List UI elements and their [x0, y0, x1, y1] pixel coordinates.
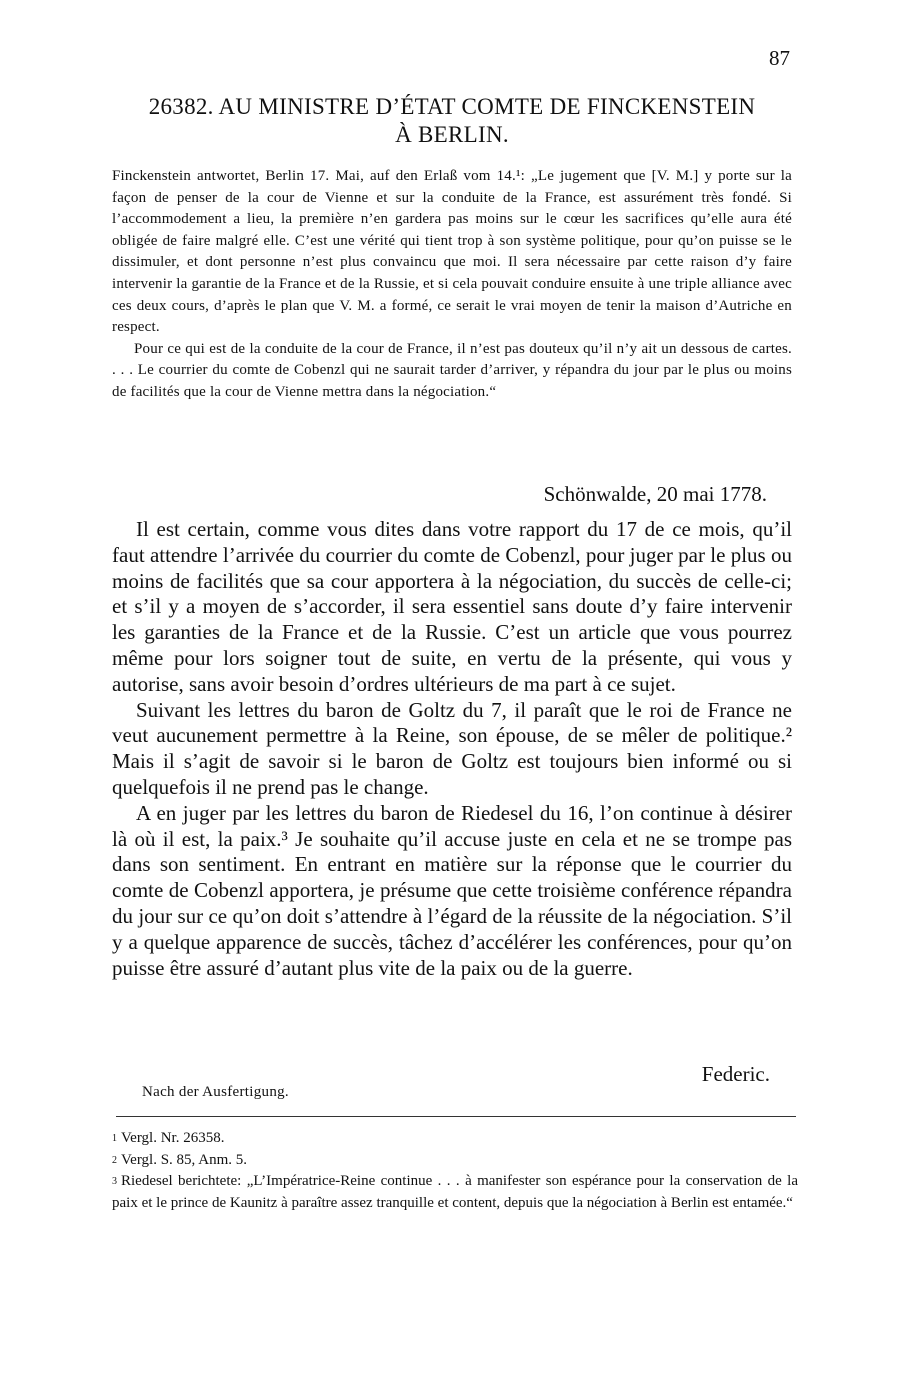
heading-line-1: 26382. AU MINISTRE D’ÉTAT COMTE DE FINCKENSTEIN [148, 94, 756, 119]
letter-paragraph: A en juger par les lettres du baron de Riedesel du 16, l’on continue à désirer là où il est, la paix.³ Je souhaite qu’il accuse juste en cela et ne se trompe pas dans son sentiment. En entrant en matière sur la réponse que le courrier du comte de Cobenzl apportera, je présume que cette troisième conférence répandra du jour sur ce qu’on doit s’attendre à l’égard de la réussite de la négociation. S’il y a quelque apparence de succès, tâchez d’accélérer les conférences, pour qu’on puisse être assuré d’autant plus vite de la paix ou de la guerre. [112, 800, 792, 980]
footnote-text: Riedesel berichtete: „L’Impératrice-Reine continue . . . à manifester son espérance pour la conservation de la paix et le prince de Kaunitz à paraître assez tranquille et content, depuis que la négociation à Berlin est entamée.“ [112, 1173, 798, 1211]
page-number: 87 [769, 46, 790, 70]
letter-paragraph: Suivant les lettres du baron de Goltz du 7, il paraît que le roi de France ne veut aucunement permettre à la Reine, son épouse, de se mêler de politique.² Mais il s’agit de savoir si le baron de Goltz est toujours bien informé ou si quelquefois il ne prend pas le change. [112, 697, 792, 799]
editorial-summary [112, 166, 792, 404]
footnote [112, 1150, 798, 1172]
dateline: Schönwalde, 20 mai 1778. [543, 482, 767, 506]
footnote-text: Vergl. Nr. 26358. [121, 1130, 225, 1146]
letter-heading [112, 93, 792, 149]
signature: Federic. [701, 1062, 770, 1086]
letter-body [112, 517, 792, 981]
footnote-divider [116, 1116, 796, 1117]
footnote [112, 1171, 798, 1214]
footnote [112, 1128, 798, 1150]
source-note: Nach der Ausfertigung. [142, 1084, 289, 1100]
letter-paragraph: Il est certain, comme vous dites dans votre rapport du 17 de ce mois, qu’il faut attendre l’arrivée du courrier du comte de Cobenzl, pour juger par le plus ou moins de facilités que sa cour apportera à la négociation, du succès de celle-ci; et s’il y a moyen de s’accorder, il sera essentiel sans doute d’y faire intervenir les garanties de la France et de la Russie. C’est un article que vous pourrez même pour lors soigner tout de suite, en vertu de la présente, qui vous y autorise, sans avoir besoin d’ordres ultérieurs de ma part à ce sujet. [112, 517, 792, 696]
heading-line-2: À BERLIN. [395, 122, 509, 147]
summary-paragraph: Pour ce qui est de la conduite de la cour de France, il n’est pas douteux qu’il n’y ait un dessous de cartes. . . . Le courrier du comte de Cobenzl qui ne saurait tarder d’arriver, y répandra du jour par le plus ou moins de facilités que la cour de Vienne mettra dans la négociation.“ [112, 340, 792, 400]
footnotes [112, 1128, 798, 1214]
footnote-text: Vergl. S. 85, Anm. 5. [121, 1151, 247, 1168]
summary-paragraph: Finckenstein antwortet, Berlin 17. Mai, auf den Erlaß vom 14.¹: „Le jugement que [V. M.] y porte sur la façon de penser de la cour de Vienne et sur la conduite de la France, est assurément très fondé. Si l’accommodement a lieu, la première n’en gardera pas moins sur le cœur les sacrifices qu’elle aura été obligée de faire malgré elle. C’est une vérité qui tient trop à son système politique, pour qu’on puisse se le dissimuler, et dont personne n’est plus convaincu que moi. Il sera nécessaire par cette raison d’y faire intervenir la garantie de la France et de la Russie, et si cela pouvait conduire ensuite à une triple alliance avec ces deux cours, d’après le plan que V. M. a formé, ce serait le vrai moyen de tenir la maison d’Autriche en respect. [112, 168, 792, 336]
footnote-mark: 2 [112, 1154, 117, 1166]
footnote-mark: 3 [112, 1176, 117, 1188]
footnote-mark: 1 [112, 1133, 117, 1144]
